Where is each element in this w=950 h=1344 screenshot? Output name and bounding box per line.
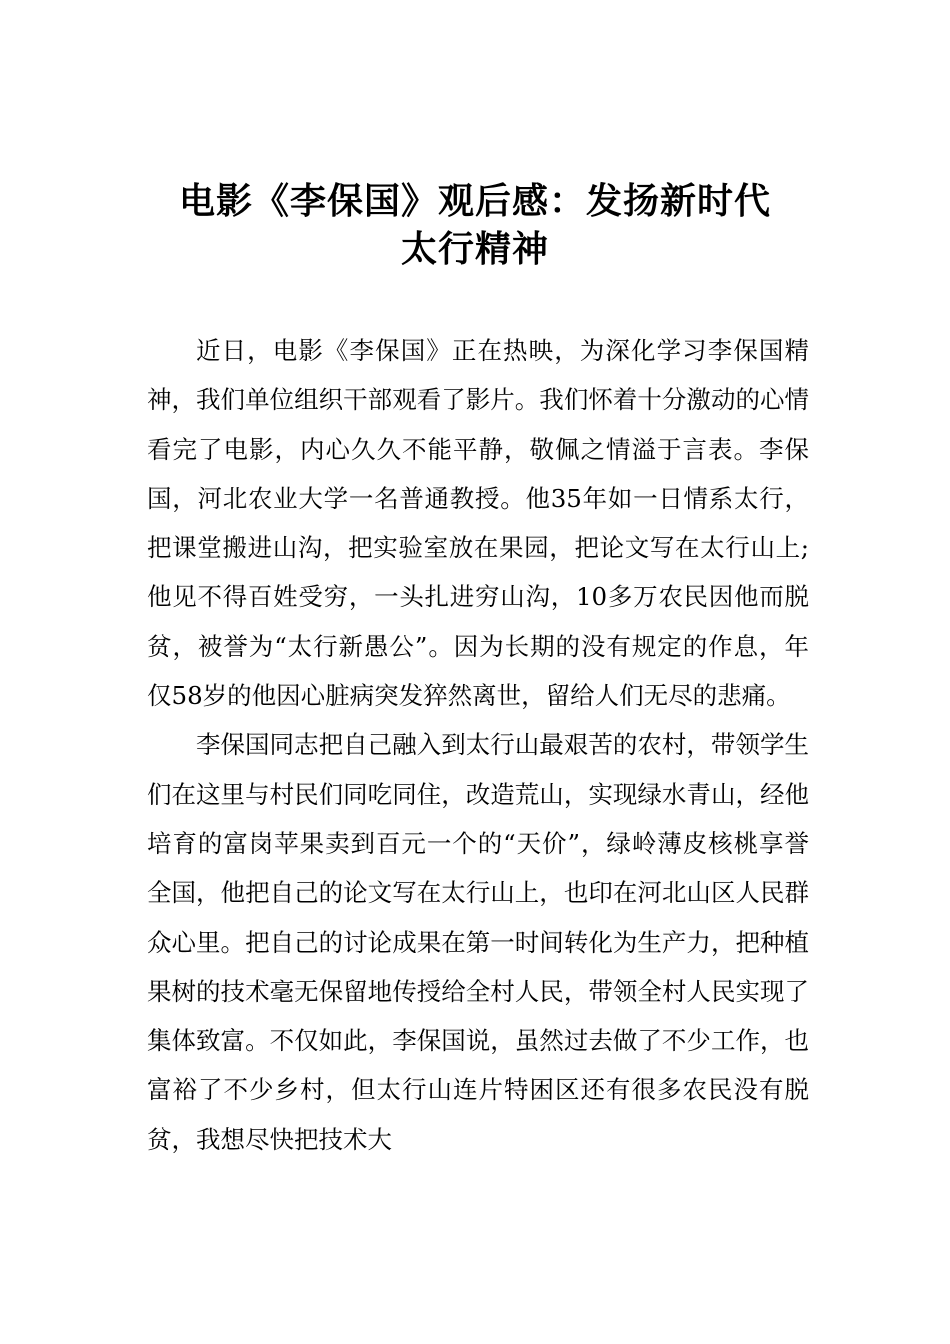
body-paragraph-2: 李保国同志把自己融入到太行山最艰苦的农村，带领学生们在这里与村民们同吃同住，改造荒山，实现绿水青山，经他培育的富岗苹果卖到百元一个的“天价”，绿岭薄皮核桃享誉全国，他把自己的论文写在太行山上，也印在河北山区人民群众心里。把自己的讨论成果在第一时间转化为生产力，把种植果树的技术毫无保留地传授给全村人民，带领全村人民实现了集体致富。不仅如此，李保国说，虽然过去做了不少工作，也富裕了不少乡村，但太行山连片特困区还有很多农民没有脱贫，我想尽快把技术大 (147, 730, 809, 1154)
body-paragraph-1: 近日，电影《李保国》正在热映，为深化学习李保国精神，我们单位组织干部观看了影片。我们怀着十分激动的心情看完了电影，内心久久不能平静，敬佩之情溢于言表。李保国，河北农业大学一名普通教授。他35年如一日情系太行，把课堂搬进山沟，把实验室放在果园，把论文写在太行山上;他见不得百姓受穷，一头扎进穷山沟，10多万农民因他而脱贫，被誉为“太行新愚公”。因为长期的没有规定的作息，年仅58岁的他因心脏病突发猝然离世，留给人们无尽的悲痛。 (147, 336, 809, 711)
document-body (147, 326, 809, 1164)
document-title-line-1: 电影《李保国》观后感：发扬新时代 (178, 181, 771, 222)
document-title-line-2: 太行精神 (400, 229, 549, 270)
